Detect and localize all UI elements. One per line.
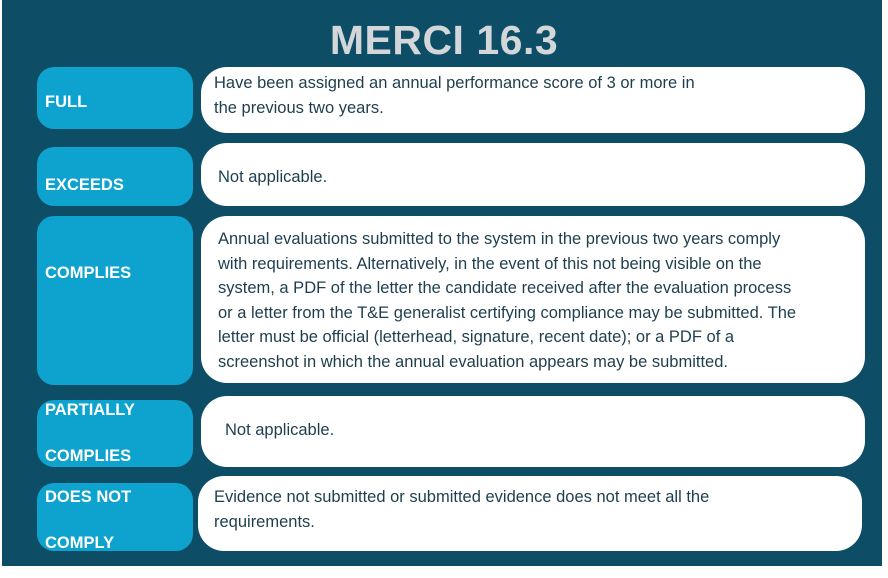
content-full <box>201 67 865 133</box>
content-full-line-2: the previous two years. <box>214 98 384 117</box>
label-does-not-comply-line-1: DOES NOT <box>45 487 132 506</box>
label-full-text: FULL <box>45 92 88 111</box>
content-complies-line-3: system, a PDF of the letter the candidate received after the evaluation process <box>218 279 792 297</box>
content-does-not-comply-line-1: Evidence not submitted or submitted evidence does not meet all the <box>214 488 710 506</box>
label-complies-text: COMPLIES <box>45 264 132 282</box>
label-full <box>37 67 193 129</box>
content-does-not-comply <box>198 476 862 551</box>
label-complies <box>37 216 193 385</box>
label-does-not-comply-line-2: COMPLY <box>45 533 115 552</box>
slide-title: MERCI 16.3 <box>329 17 559 63</box>
label-partially-complies-line-1: PARTIALLY <box>45 401 135 419</box>
content-full-line-1: Have been assigned an annual performance score of 3 or more in <box>214 74 695 92</box>
content-complies-line-2: with requirements. Alternatively, in the event of this not being visible on the <box>218 254 762 273</box>
content-exceeds-line-1: Not applicable. <box>218 168 328 186</box>
label-exceeds <box>37 147 193 206</box>
content-complies-line-5: letter must be official (letterhead, signature, recent date); or a PDF of a <box>218 328 735 346</box>
content-does-not-comply-line-2: requirements. <box>214 512 315 531</box>
content-partially-complies <box>201 396 865 467</box>
content-partially-complies-line-1: Not applicable. <box>225 421 335 439</box>
label-partially-complies <box>37 400 193 467</box>
content-complies-line-6: screenshot in which the annual evaluation appears may be submitted. <box>218 352 728 371</box>
content-exceeds <box>201 143 865 206</box>
content-complies-line-1: Annual evaluations submitted to the system in the previous two years comply <box>218 230 781 248</box>
label-does-not-comply <box>37 483 193 551</box>
content-complies <box>201 216 865 383</box>
content-complies-line-4: or a letter from the T&E generalist certifying compliance may be submitted. The <box>218 303 797 322</box>
label-partially-complies-line-2: COMPLIES <box>45 447 132 465</box>
label-exceeds-text: EXCEEDS <box>45 176 124 194</box>
